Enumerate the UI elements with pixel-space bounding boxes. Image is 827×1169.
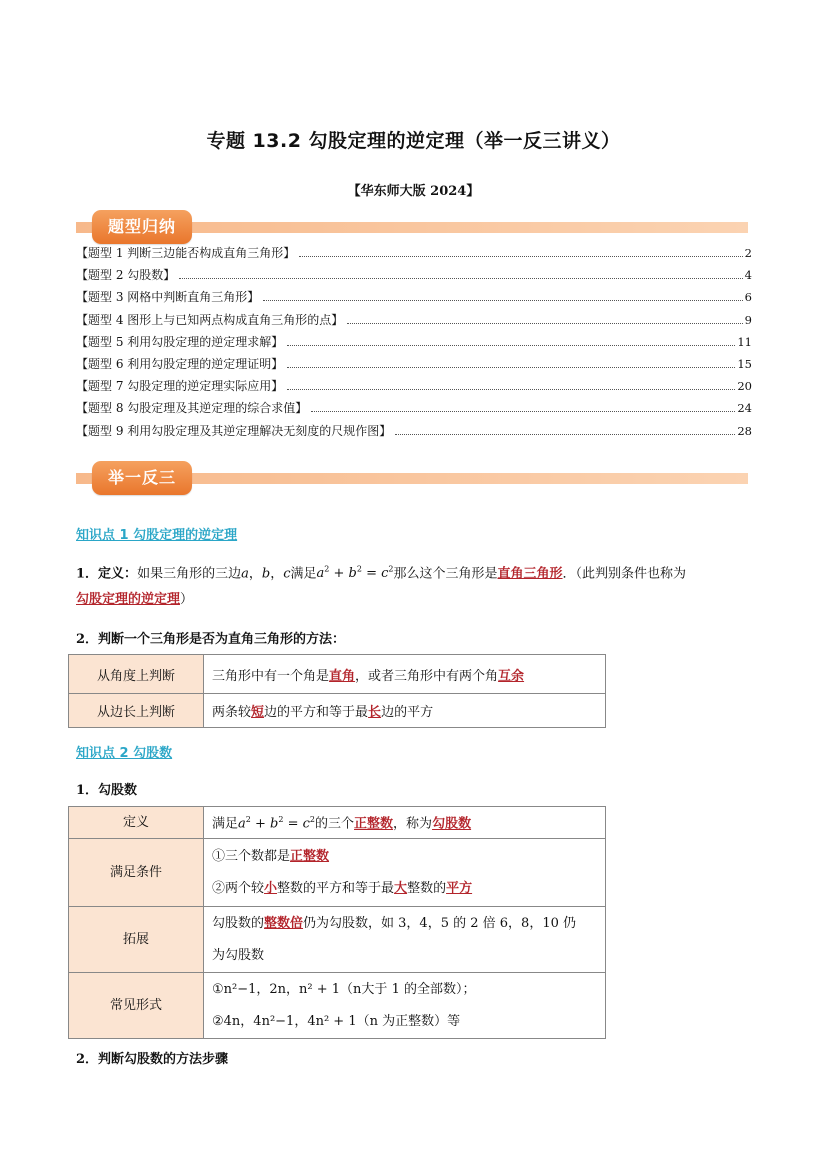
definition-label: 定义： — [98, 566, 138, 582]
comma: ， — [270, 566, 284, 582]
table-row — [69, 973, 606, 1039]
table-of-contents — [76, 244, 752, 444]
toc-entry[interactable] — [76, 399, 752, 421]
toc-entry-label: 【题型 8 勾股定理及其逆定理的综合求值】 — [76, 401, 308, 416]
method-table — [68, 654, 606, 728]
toc-entry[interactable] — [76, 355, 752, 377]
toc-entry[interactable] — [76, 266, 752, 288]
toc-entry-label: 【题型 7 勾股定理的逆定理实际应用】 — [76, 379, 284, 394]
method-heading: 2．判断一个三角形是否为直角三角形的方法： — [76, 632, 346, 647]
row-content: ①三个数都是正整数 ②两个较小整数的平方和等于最大整数的平方 — [204, 839, 606, 907]
pythagorean-triple-heading: 1．勾股数 — [76, 783, 138, 798]
toc-entry[interactable] — [76, 288, 752, 310]
page-title: 专题 13.2 勾股定理的逆定理（举一反三讲义） — [206, 130, 621, 152]
toc-leader-dots — [287, 366, 735, 368]
definition-text: ） — [180, 592, 194, 608]
toc-entry[interactable] — [76, 377, 752, 399]
toc-entry-label: 【题型 1 判断三边能否构成直角三角形】 — [76, 246, 296, 260]
banner-badge: 题型归纳 — [92, 210, 192, 244]
row-content: 满足$a^2 + b^2 = c^2$的三个正整数，称为勾股数 — [204, 807, 606, 839]
row-content: 两条较短边的平方和等于最长边的平方 — [204, 694, 606, 728]
toc-entry[interactable] — [76, 311, 752, 333]
row-content: ①n²−1，2n，n² + 1（n大于 1 的全部数）； ②4n，4n²−1，4n² + 1（n 为正整数）等 — [204, 973, 606, 1039]
knowledge-point-2-heading: 知识点 2 勾股数 — [76, 746, 173, 761]
highlight-converse-theorem: 勾股定理的逆定理 — [76, 592, 181, 608]
toc-entry-label: 【题型 9 利用勾股定理及其逆定理解决无刻度的尺规作图】 — [76, 423, 392, 438]
toc-entry-label: 【题型 6 利用勾股定理的逆定理证明】 — [76, 356, 284, 371]
toc-page-number: 2 — [744, 246, 752, 260]
var-c: c — [283, 566, 291, 582]
toc-leader-dots — [179, 277, 742, 279]
definition-paragraph — [76, 557, 756, 613]
toc-entry-label: 【题型 3 网格中判断直角三角形】 — [76, 290, 260, 305]
toc-entry[interactable] — [76, 422, 752, 444]
toc-leader-dots — [311, 410, 735, 412]
row-label: 拓展 — [69, 907, 204, 973]
toc-entry-label: 【题型 2 勾股数】 — [76, 268, 176, 283]
table-row — [69, 907, 606, 973]
var-b: b — [261, 566, 271, 582]
definition-text: 如果三角形的三边 — [137, 566, 242, 582]
definition-text: ．（此判别条件也称为 — [562, 566, 687, 582]
toc-page-number: 28 — [737, 423, 752, 438]
toc-page-number: 6 — [744, 290, 752, 305]
toc-entry-label: 【题型 4 图形上与已知两点构成直角三角形的点】 — [76, 312, 344, 327]
toc-entry[interactable] — [76, 244, 752, 266]
highlight-right-triangle: 直角三角形 — [497, 566, 563, 582]
table-row — [69, 839, 606, 907]
pythagorean-formula: $a^2 + b^2 = c^2$ — [316, 565, 394, 582]
toc-leader-dots — [287, 388, 735, 390]
row-label: 从边长上判断 — [69, 694, 204, 728]
row-label: 常见形式 — [69, 973, 204, 1039]
row-label: 满足条件 — [69, 839, 204, 907]
toc-page-number: 4 — [744, 268, 752, 283]
section-banner-types — [76, 210, 748, 246]
definition-number: 1． — [76, 566, 99, 582]
banner-badge: 举一反三 — [92, 461, 192, 495]
row-label: 从角度上判断 — [69, 655, 204, 694]
pythagorean-triple-table — [68, 806, 606, 1039]
edition-subtitle: 【华东师大版 2024】 — [347, 184, 480, 199]
var-a: a — [241, 566, 249, 582]
method-steps-heading: 2．判断勾股数的方法步骤 — [76, 1052, 229, 1067]
toc-page-number: 9 — [744, 312, 752, 327]
row-content: 勾股数的整数倍仍为勾股数，如 3，4，5 的 2 倍 6，8，10 仍 为勾股数 — [204, 907, 606, 973]
toc-entry-label: 【题型 5 利用勾股定理的逆定理求解】 — [76, 334, 284, 349]
toc-leader-dots — [347, 322, 742, 324]
toc-entry[interactable] — [76, 333, 752, 355]
toc-leader-dots — [263, 299, 742, 301]
knowledge-point-1-heading: 知识点 1 勾股定理的逆定理 — [76, 528, 238, 543]
row-label: 定义 — [69, 807, 204, 839]
toc-page-number: 15 — [737, 356, 752, 371]
toc-leader-dots — [299, 255, 742, 257]
table-row — [69, 655, 606, 694]
toc-leader-dots — [287, 344, 735, 346]
comma: ， — [248, 566, 262, 582]
row-content: 三角形中有一个角是直角，或者三角形中有两个角互余 — [204, 655, 606, 694]
table-row — [69, 694, 606, 728]
section-banner-examples — [76, 461, 748, 497]
definition-text: 那么这个三角形是 — [393, 566, 498, 582]
toc-leader-dots — [395, 433, 735, 435]
toc-page-number: 20 — [737, 379, 752, 394]
table-row — [69, 807, 606, 839]
definition-text: 满足 — [290, 566, 317, 582]
toc-page-number: 24 — [737, 401, 752, 416]
toc-page-number: 11 — [737, 334, 752, 349]
